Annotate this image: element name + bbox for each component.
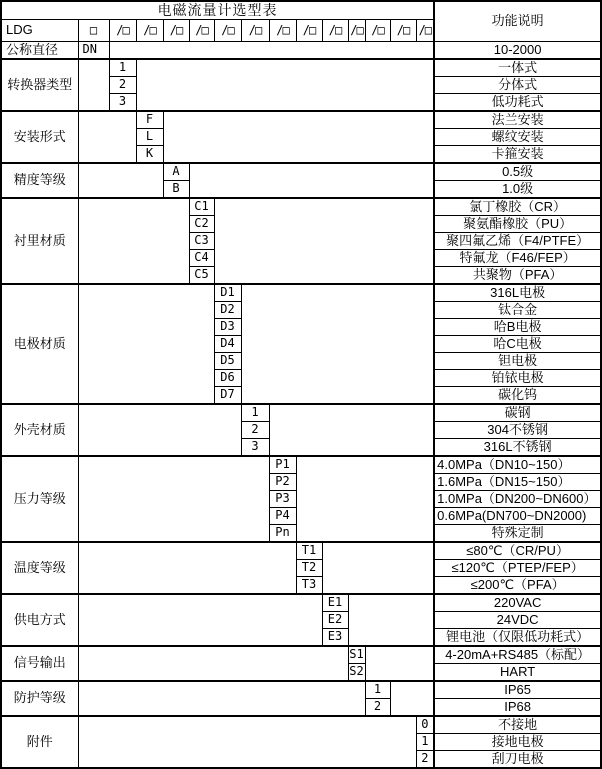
desc-cell: 特氟龙（F46/FEP） <box>434 249 601 266</box>
code-cell: E2 <box>322 611 348 628</box>
spacer-cell <box>163 111 434 163</box>
code-cell: Pn <box>269 524 296 542</box>
desc-cell: 钽电极 <box>434 352 601 369</box>
code-slot: /□ <box>163 19 189 41</box>
code-cell: D1 <box>214 284 241 302</box>
code-cell: C4 <box>189 249 214 266</box>
code-cell: L <box>136 128 163 145</box>
code-slot: /□ <box>189 19 214 41</box>
code-cell: S1 <box>349 647 364 662</box>
desc-cell: 聚四氟乙烯（F4/PTFE） <box>434 232 601 249</box>
code-cell: E3 <box>322 628 348 646</box>
code-cell: C1 <box>189 198 214 216</box>
desc-cell: 4-20mA+RS485（标配） <box>434 646 601 664</box>
category-label: 转换器类型 <box>1 59 78 111</box>
desc-cell: 24VDC <box>434 611 601 628</box>
right-header: 功能说明 <box>434 1 601 41</box>
model-box: □ <box>78 19 109 41</box>
desc-cell: 接地电极 <box>434 733 601 750</box>
code-cell: 2 <box>365 698 390 716</box>
desc-cell: 0.6MPa(DN700~DN2000) <box>434 507 601 524</box>
code-cell: P1 <box>269 456 296 474</box>
code-slot: /□ <box>214 19 241 41</box>
code-cell: 2 <box>241 421 269 438</box>
category-label: 防护等级 <box>1 681 78 716</box>
code-cell: E1 <box>322 594 348 612</box>
spacer-cell <box>189 163 434 198</box>
desc-cell: 316L不锈钢 <box>434 438 601 456</box>
desc-cell: 304不锈钢 <box>434 421 601 438</box>
code-cell: T1 <box>296 542 322 560</box>
desc-cell: 钛合金 <box>434 301 601 318</box>
desc-cell: 316L电极 <box>434 284 601 302</box>
spacer-cell <box>296 456 434 542</box>
desc-cell: 一体式 <box>434 59 601 77</box>
category-label: 信号输出 <box>1 646 78 681</box>
category-label: 公称直径 <box>1 41 78 59</box>
model-prefix: LDG <box>1 19 78 41</box>
desc-cell: 不接地 <box>434 716 601 734</box>
spacer-cell <box>269 404 434 456</box>
code-cell: 1 <box>365 681 390 699</box>
desc-cell: 4.0MPa（DN10~150） <box>434 456 601 474</box>
code-slot: /□ <box>390 19 416 41</box>
code-cell: D6 <box>214 369 241 386</box>
code-slot: /□ <box>269 19 296 41</box>
code-cell: A <box>163 163 189 181</box>
code-cell: 1 <box>109 59 136 77</box>
desc-cell: 哈B电极 <box>434 318 601 335</box>
desc-cell: IP65 <box>434 681 601 699</box>
desc-cell: ≤80℃（CR/PU） <box>434 542 601 560</box>
desc-cell: 10-2000 <box>434 41 601 59</box>
code-cell: T3 <box>296 576 322 594</box>
code-cell: 1 <box>241 404 269 422</box>
spacer-cell <box>348 594 434 646</box>
table-title: 电磁流量计选型表 <box>1 1 434 19</box>
code-cell: 0 <box>416 716 434 734</box>
code-cell: 3 <box>109 93 136 111</box>
code-cell: 3 <box>241 438 269 456</box>
category-label: 衬里材质 <box>1 198 78 284</box>
spacer-cell <box>78 198 189 284</box>
category-label: 精度等级 <box>1 163 78 198</box>
code-cell: D2 <box>214 301 241 318</box>
code-slot: /□ <box>136 19 163 41</box>
code-cell: D4 <box>214 335 241 352</box>
code-cell: C3 <box>189 232 214 249</box>
desc-cell: 铂铱电极 <box>434 369 601 386</box>
code-cell: D3 <box>214 318 241 335</box>
spacer-cell <box>214 198 434 284</box>
desc-cell: IP68 <box>434 698 601 716</box>
code-slot: /□ <box>296 19 322 41</box>
spacer-cell <box>78 716 416 768</box>
desc-cell: 法兰安装 <box>434 111 601 129</box>
spacer-cell <box>78 111 136 163</box>
desc-cell: 氯丁橡胶（CR） <box>434 198 601 216</box>
desc-cell: 碳钢 <box>434 404 601 422</box>
code-cell: 2 <box>109 76 136 93</box>
category-label: 压力等级 <box>1 456 78 542</box>
category-label: 安装形式 <box>1 111 78 163</box>
desc-cell: 螺纹安装 <box>434 128 601 145</box>
code-cell: 1 <box>416 733 434 750</box>
code-cell: P2 <box>269 473 296 490</box>
spacer-cell <box>78 284 214 404</box>
selection-table-body <box>1 1 601 768</box>
desc-cell: 1.0MPa（DN200~DN600） <box>434 490 601 507</box>
desc-cell: 1.0级 <box>434 180 601 198</box>
code-slot: /□ <box>416 19 434 41</box>
code-cell: K <box>136 145 163 163</box>
spacer-cell <box>322 542 434 594</box>
spacer-cell <box>78 456 269 542</box>
category-label: 温度等级 <box>1 542 78 594</box>
category-label: 附件 <box>1 716 78 768</box>
spacer-cell <box>78 163 163 198</box>
spacer-cell <box>109 41 434 59</box>
code-cell: C5 <box>189 266 214 284</box>
code-slot: /□ <box>365 19 390 41</box>
category-label: 供电方式 <box>1 594 78 646</box>
code-cell: 2 <box>416 750 434 768</box>
code-cell: DN <box>78 41 109 59</box>
desc-cell: 聚氨酯橡胶（PU） <box>434 215 601 232</box>
desc-cell: 卡箍安装 <box>434 145 601 163</box>
spacer-cell <box>241 284 434 404</box>
code-slot: /□ <box>348 19 365 41</box>
spacer-cell <box>390 681 434 716</box>
category-label: 电极材质 <box>1 284 78 404</box>
spacer-cell <box>78 681 365 716</box>
desc-cell: 特殊定制 <box>434 524 601 542</box>
code-cell: D7 <box>214 386 241 404</box>
desc-cell: 共聚物（PFA） <box>434 266 601 284</box>
category-label: 外壳材质 <box>1 404 78 456</box>
desc-cell: 哈C电极 <box>434 335 601 352</box>
spacer-cell <box>78 594 322 646</box>
code-cell: F <box>136 111 163 129</box>
spacer-cell <box>78 646 348 681</box>
spacer-cell <box>78 404 241 456</box>
desc-cell: 锂电池（仅限低功耗式） <box>434 628 601 646</box>
desc-cell: 0.5级 <box>434 163 601 181</box>
desc-cell: 刮刀电极 <box>434 750 601 768</box>
spacer-cell <box>365 646 434 681</box>
code-cell: S2 <box>348 663 365 681</box>
code-slot: /□ <box>109 19 136 41</box>
desc-cell: 低功耗式 <box>434 93 601 111</box>
desc-cell: 碳化钨 <box>434 386 601 404</box>
desc-cell: 分体式 <box>434 76 601 93</box>
code-cell: C2 <box>189 215 214 232</box>
desc-cell: ≤200℃（PFA） <box>434 576 601 594</box>
code-cell: P3 <box>269 490 296 507</box>
code-cell: P4 <box>269 507 296 524</box>
spacer-cell <box>136 59 434 111</box>
code-slot: /□ <box>322 19 348 41</box>
desc-cell: 1.6MPa（DN15~150） <box>434 473 601 490</box>
spacer-cell <box>78 59 109 111</box>
desc-cell: 220VAC <box>434 594 601 612</box>
code-slot: /□ <box>241 19 269 41</box>
desc-cell: HART <box>434 663 601 681</box>
code-cell: D5 <box>214 352 241 369</box>
desc-cell: ≤120℃（PTEP/FEP） <box>434 559 601 576</box>
spacer-cell <box>78 542 296 594</box>
code-cell: T2 <box>296 559 322 576</box>
code-cell: B <box>163 180 189 198</box>
